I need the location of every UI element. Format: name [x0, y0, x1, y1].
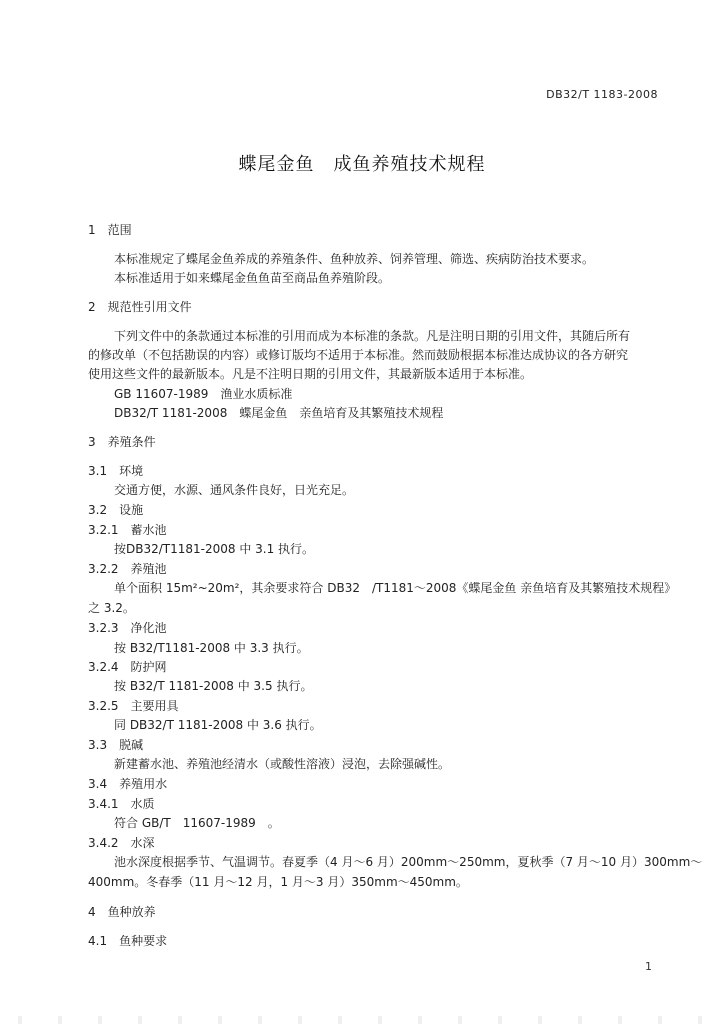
section-heading: 2 规范性引用文件: [88, 300, 192, 314]
subsection-heading: 3.2.5 主要用具: [88, 699, 179, 713]
subsection-heading: 3.4.1 水质: [88, 797, 155, 811]
paragraph-line: 同 DB32/T 1181-2008 中 3.6 执行。: [114, 718, 322, 732]
paragraph-line: 本标准规定了蝶尾金鱼养成的养殖条件、鱼种放养、饲养管理、筛选、疾病防治技术要求。: [114, 252, 595, 266]
paragraph-line: 单个面积 15m²~20m²，其余要求符合 DB32 /T1181～2008《蝶尾金鱼 亲鱼培育及其繁殖技术规程》: [114, 581, 677, 595]
subsection-heading: 3.2.1 蓄水池: [88, 523, 167, 537]
page-number: 1: [645, 960, 652, 973]
paragraph-line: 400mm。冬春季（11 月～12 月，1 月～3 月）350mm～450mm。: [88, 875, 468, 889]
paragraph-line: 本标准适用于如来蝶尾金鱼鱼苗至商品鱼养殖阶段。: [114, 271, 391, 285]
paragraph-line: 符合 GB/T 11607-1989 。: [114, 816, 280, 830]
subsection-heading: 3.4 养殖用水: [88, 777, 168, 791]
paragraph-line: GB 11607-1989 渔业水质标准: [114, 387, 293, 401]
subsection-heading: 3.2.2 养殖池: [88, 562, 167, 576]
subsection-heading: 3.2 设施: [88, 503, 144, 517]
paragraph-line: 按DB32/T1181-2008 中 3.1 执行。: [114, 542, 315, 556]
paragraph-line: 使用这些文件的最新版本。凡是不注明日期的引用文件，其最新版本适用于本标准。: [88, 367, 533, 381]
scan-edge: [0, 1016, 724, 1024]
paragraph-line: 交通方便，水源、通风条件良好，日光充足。: [114, 483, 355, 497]
paragraph-line: 按 B32/T1181-2008 中 3.3 执行。: [114, 641, 309, 655]
section-heading: 3 养殖条件: [88, 435, 156, 449]
standard-code: DB32/T 1183-2008: [546, 88, 658, 101]
paragraph-line: 下列文件中的条款通过本标准的引用而成为本标准的条款。凡是注明日期的引用文件，其随后所有: [114, 329, 631, 343]
subsection-heading: 3.1 环境: [88, 464, 144, 478]
paragraph-line: DB32/T 1181-2008 蝶尾金鱼 亲鱼培育及其繁殖技术规程: [114, 406, 444, 420]
subsection-heading: 3.3 脱碱: [88, 738, 144, 752]
paragraph-line: 之 3.2。: [88, 601, 135, 615]
paragraph-line: 按 B32/T 1181-2008 中 3.5 执行。: [114, 679, 313, 693]
section-heading: 1 范围: [88, 223, 132, 237]
paragraph-line: 新建蓄水池、养殖池经清水（或酸性溶液）浸泡，去除强碱性。: [114, 757, 451, 771]
subsection-heading: 3.2.3 净化池: [88, 621, 167, 635]
section-heading: 4 鱼种放养: [88, 905, 156, 919]
paragraph-line: 的修改单（不包括勘误的内容）或修订版均不适用于本标准。然而鼓励根据本标准达成协议的各方研究: [88, 348, 629, 362]
subsection-heading: 4.1 鱼种要求: [88, 934, 168, 948]
subsection-heading: 3.2.4 防护网: [88, 660, 167, 674]
paragraph-line: 池水深度根据季节、气温调节。春夏季（4 月～6 月）200mm～250mm，夏秋季（7 月～10 月）300mm～: [114, 855, 703, 869]
document-title: 蝶尾金鱼 成鱼养殖技术规程: [238, 154, 486, 175]
subsection-heading: 3.4.2 水深: [88, 836, 155, 850]
